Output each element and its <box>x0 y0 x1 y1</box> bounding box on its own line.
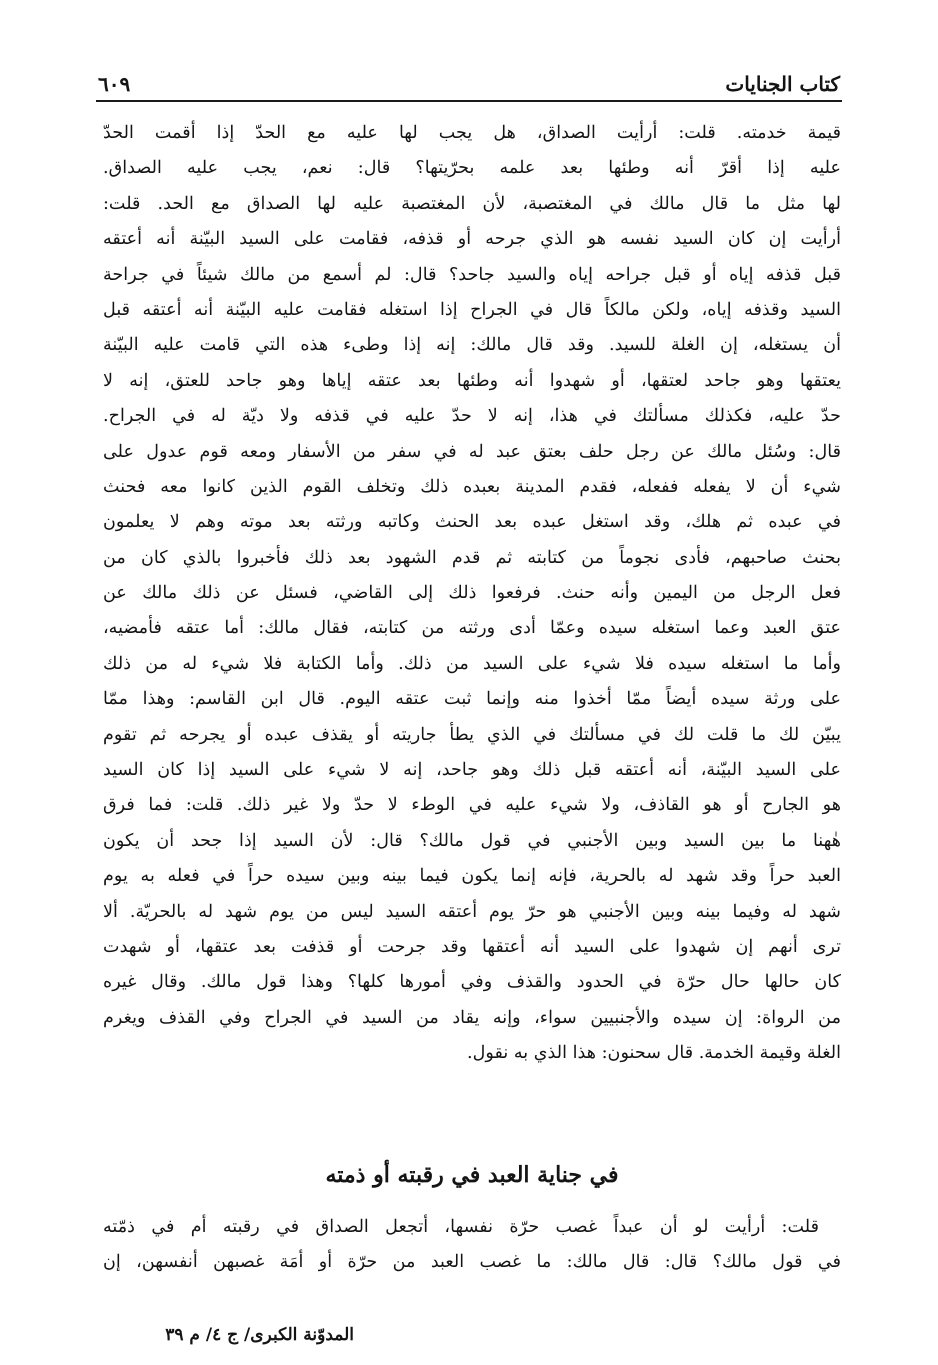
book-title: كتاب الجنايات <box>725 72 840 96</box>
text-line: قيمة خدمته. قلت: أرأيت الصداق، هل يجب لها عليه مع الحدّ إذا أقمت الحدّ <box>103 123 841 143</box>
text-line: على ورثة سيده أيضاً ممّا أخذوا منه وإنما ثبت عتقه اليوم. قال ابن القاسم: وهذا ممّا <box>103 689 841 710</box>
main-text <box>103 116 841 1072</box>
text-line: في قول مالك؟ قال: قال مالك: ما غصب العبد من حرّة أو أمَة غصبهن أنفسهن، إن <box>103 1252 841 1273</box>
text-line: على السيد البيّنة، أنه أعتقه قبل ذلك وهو جاحد، إنه لا شيء على السيد إذا كان السيد <box>103 760 841 781</box>
text-line: عليه إذا أقرّ أنه وطئها بعد علمه بحرّيتها؟ قال: نعم، يجب عليه الصداق. <box>103 158 841 179</box>
text-line: العبد حراً وقد شهد له بالحرية، فإنه إنما يكون فيما بينه وبين سيده حراً في فعله به يوم <box>103 866 841 887</box>
text-line: قبل قذفه إياه أو قبل جراحه إياه والسيد جاحد؟ قال: لم أسمع من مالك شيئاً في جراحة <box>103 264 841 285</box>
text-line: لها مثل ما قال مالك في المغتصبة، لأن المغتصبة عليه لها الصداق مع الحد. قلت: <box>103 193 841 214</box>
page-number: ٦٠٩ <box>98 72 131 96</box>
footer-source: المدوّنة الكبرى/ ج ٤/ م ٣٩ <box>165 1325 354 1345</box>
text-line: عتق العبد وعما استغله سيده وعمّا أدى ورثته من كتابته، فقال مالك: أما عتقه فأمضيه، <box>103 618 841 639</box>
text-line: الغلة وقيمة الخدمة. قال سحنون: هذا الذي به نقول. <box>467 1043 841 1064</box>
text-line: فعل الرجل من اليمين وأنه حنث. فرفعوا ذلك إلى القاضي، فسئل عن ذلك مالك عن <box>103 583 841 604</box>
text-line: بحنث صاحبهم، فأدى نجوماً من كتابته ثم قدم الشهود بعد ذلك فأخبروا بالذي كان من <box>103 547 841 568</box>
text-line: شهد له وفيما بينه وبين الأجنبي هو حرّ يوم أعتقه السيد ليس من يوم شهد له بالحريّة. ألا <box>103 901 841 922</box>
section-heading: في جناية العبد في رقبته أو ذمته <box>325 1162 619 1188</box>
text-line: حدّ عليه، فكذلك مسألتك في هذا، إنه لا حدّ عليه في قذفه ولا ديّة له في الجراح. <box>103 406 841 427</box>
text-line: قلت: أرأيت لو أن عبداً غصب حرّة نفسها، أتجعل الصداق في رقبته أم في ذمّته <box>103 1217 819 1237</box>
text-line: أن يستغله، إن الغلة للسيد. وقد قال مالك: إنه إذا وطىء هذه التي قامت عليه البيّنة <box>103 335 841 356</box>
text-line: ترى أنهم إن شهدوا على السيد أنه أعتقها وقد جرحت أو قذفت بعد عتقها، أو شهدت <box>103 936 841 957</box>
text-line: كان حالها حال حرّة في الحدود والقذف وفي أمورها كلها؟ وهذا قول مالك. وقال غيره <box>103 972 841 993</box>
text-line: يعتقها وهو جاحد لعتقها، أو شهدوا أنه وطئها بعد عتقه إياها وهو جاحد للعتق، إنه لا <box>103 370 841 391</box>
running-header <box>98 60 840 96</box>
text-line: يبيّن لك ما قلت لك في مسألتك في الذي يطأ جاريته أو يقذف عبده أو يجرحه ثم تقوم <box>103 724 841 745</box>
text-line: هو الجارح أو هو القاذف، ولا شيء عليه في الوطء لا حدّ ولا غير ذلك. قلت: فما فرق <box>103 795 841 816</box>
section-text <box>103 1210 841 1281</box>
text-line: شيء أن لا يفعله ففعله، فقدم المدينة بعبده ذلك وتخلف القوم الذين كانوا معه فحنث <box>103 476 841 497</box>
text-line: من الرواة: إن سيده والأجنبيين سواء، وإنه يقاد من السيد في الجراح وفي القذف ويغرم <box>103 1007 841 1028</box>
text-line: السيد وقذفه إياه، ولكن مالكاً قال في الجراح إذا استغله فقامت عليه البيّنة أنه أعتقه قبل <box>103 299 841 320</box>
text-line: قال: وسُئل مالك عن رجل حلف بعتق عبد له في سفر من الأسفار ومعه قوم عدول على <box>103 441 841 462</box>
text-line: وأما ما استغله سيده فلا شيء على السيد من ذلك. وأما الكتابة فلا شيء له من ذلك <box>103 653 841 674</box>
text-line: أرأيت إن كان السيد نفسه هو الذي جرحه أو قذفه، فقامت على السيد البيّنة أنه أعتقه <box>103 229 841 250</box>
text-line: هٰهنا ما بين السيد وبين الأجنبي في قول مالك؟ قال: لأن السيد إذا جحد أن يكون <box>103 830 841 851</box>
text-line: في عبده ثم هلك، وقد استغل عبده بعد الحنث وكاتبه ورثته بعد موته وهم لا يعلمون <box>103 512 841 533</box>
header-divider <box>96 100 842 102</box>
